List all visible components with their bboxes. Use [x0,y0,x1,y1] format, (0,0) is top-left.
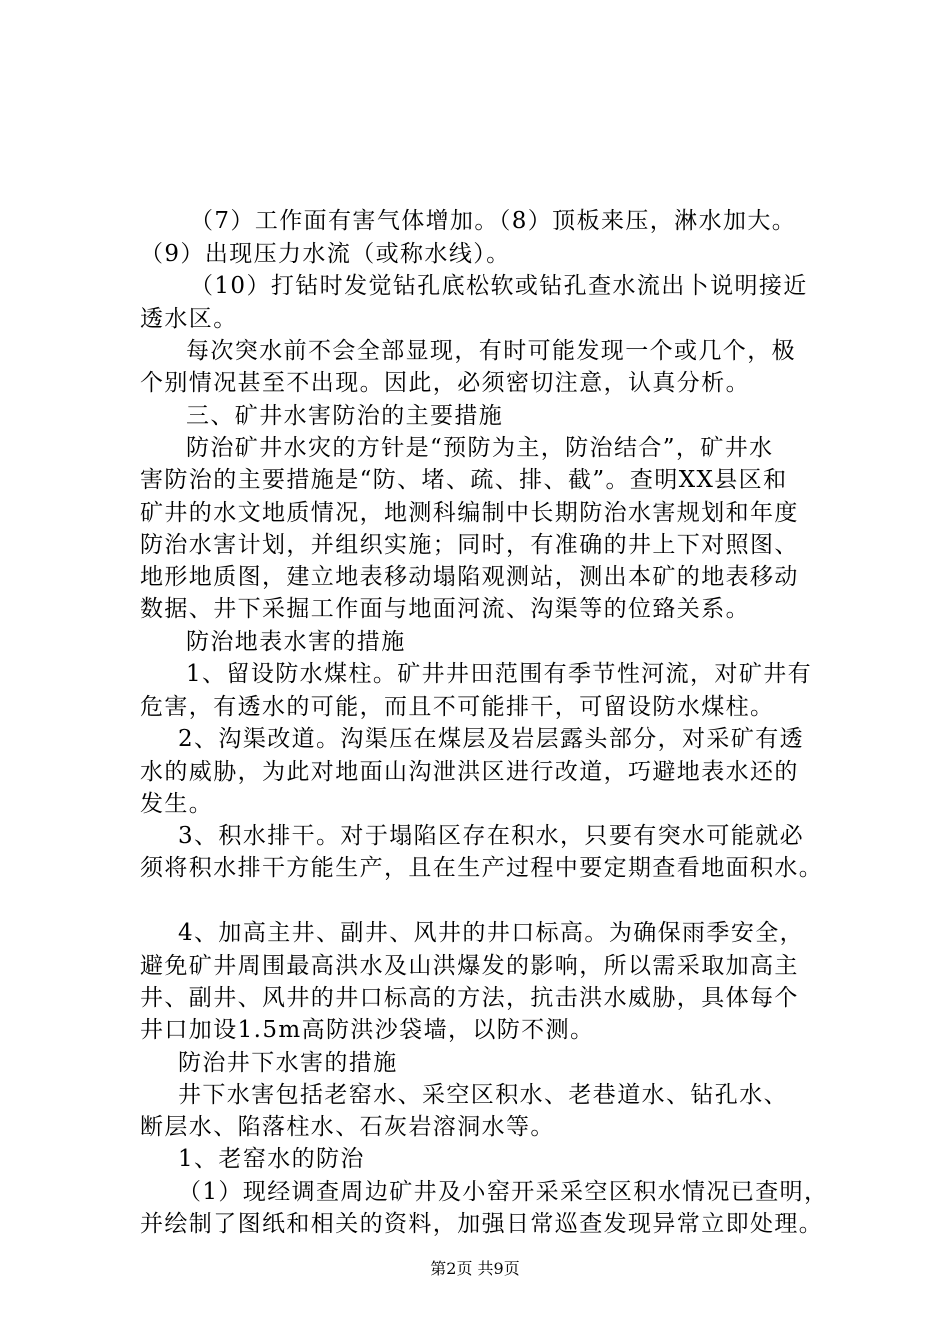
text-line: 1、留设防水煤柱。矿井井田范围有季节性河流，对矿井有 [186,661,813,687]
text-line: 透水区。 [140,306,238,332]
text-line: （7）工作面有害气体增加。（8）顶板来压，淋水加大。 [190,208,797,234]
text-line: 井、副井、风井的井口标高的方法，抗击洪水威胁，具体每个 [140,985,799,1011]
section-heading: 1、老窑水的防治 [178,1146,365,1172]
text-line: （9）出现压力水流（或称水线）。 [140,241,511,267]
text-line: 发生。 [140,791,214,817]
text-line: 防治水害计划，并组织实施；同时，有准确的井上下对照图、 [140,532,799,558]
text-line: 井口加设1.5m高防洪沙袋墙，以防不测。 [140,1017,595,1043]
text-line: 害防治的主要措施是“防、堵、疏、排、截”。查明XX县区和 [140,467,788,493]
text-line: （10）打钻时发觉钻孔底松软或钻孔查水流出卜说明接近 [190,273,808,299]
section-heading: 防治井下水害的措施 [178,1050,398,1076]
text-line: 断层水、陷落柱水、石灰岩溶洞水等。 [140,1114,555,1140]
text-line: 地形地质图，建立地表移动塌陷观测站，测出本矿的地表移动 [140,564,799,590]
text-line: 个别情况甚至不出现。因此，必须密切注意，认真分析。 [140,370,750,396]
text-line: 每次突水前不会全部显现，有时可能发现一个或几个，极 [186,338,796,364]
text-line: 矿井的水文地质情况，地测科编制中长期防治水害规划和年度 [140,500,799,526]
text-line: 2、沟渠改道。沟渠压在煤层及岩层露头部分，对采矿有透 [178,726,805,752]
page-footer: 第2页 共9页 [430,1259,520,1278]
text-line: 4、加高主井、副井、风井的井口标高。为确保雨季安全， [178,920,805,946]
text-line: （1）现经调查周边矿井及小窑开采采空区积水情况已查明， [178,1179,829,1205]
text-line: 并绘制了图纸和相关的资料，加强日常巡查发现异常立即处理。 [140,1211,824,1237]
text-line: 避免矿井周围最高洪水及山洪爆发的影响，所以需采取加高主 [140,953,799,979]
text-line: 防治矿井水灾的方针是“预防为主，防治结合”，矿井水 [186,435,774,461]
section-heading: 防治地表水害的措施 [186,629,406,655]
text-line: 须将积水排干方能生产，且在生产过程中要定期查看地面积水。 [140,855,824,881]
text-line: 3、积水排干。对于塌陷区存在积水，只要有突水可能就必 [178,823,805,849]
text-line: 水的威胁，为此对地面山沟泄洪区进行改道，巧避地表水还的 [140,759,799,785]
section-heading: 三、矿井水害防治的主要措施 [186,403,504,429]
text-line: 危害，有透水的可能，而且不可能排干，可留设防水煤柱。 [140,694,775,720]
text-line: 井下水害包括老窑水、采空区积水、老巷道水、钻孔水、 [178,1082,788,1108]
text-line: 数据、井下采掘工作面与地面河流、沟渠等的位臵关系。 [140,596,750,622]
